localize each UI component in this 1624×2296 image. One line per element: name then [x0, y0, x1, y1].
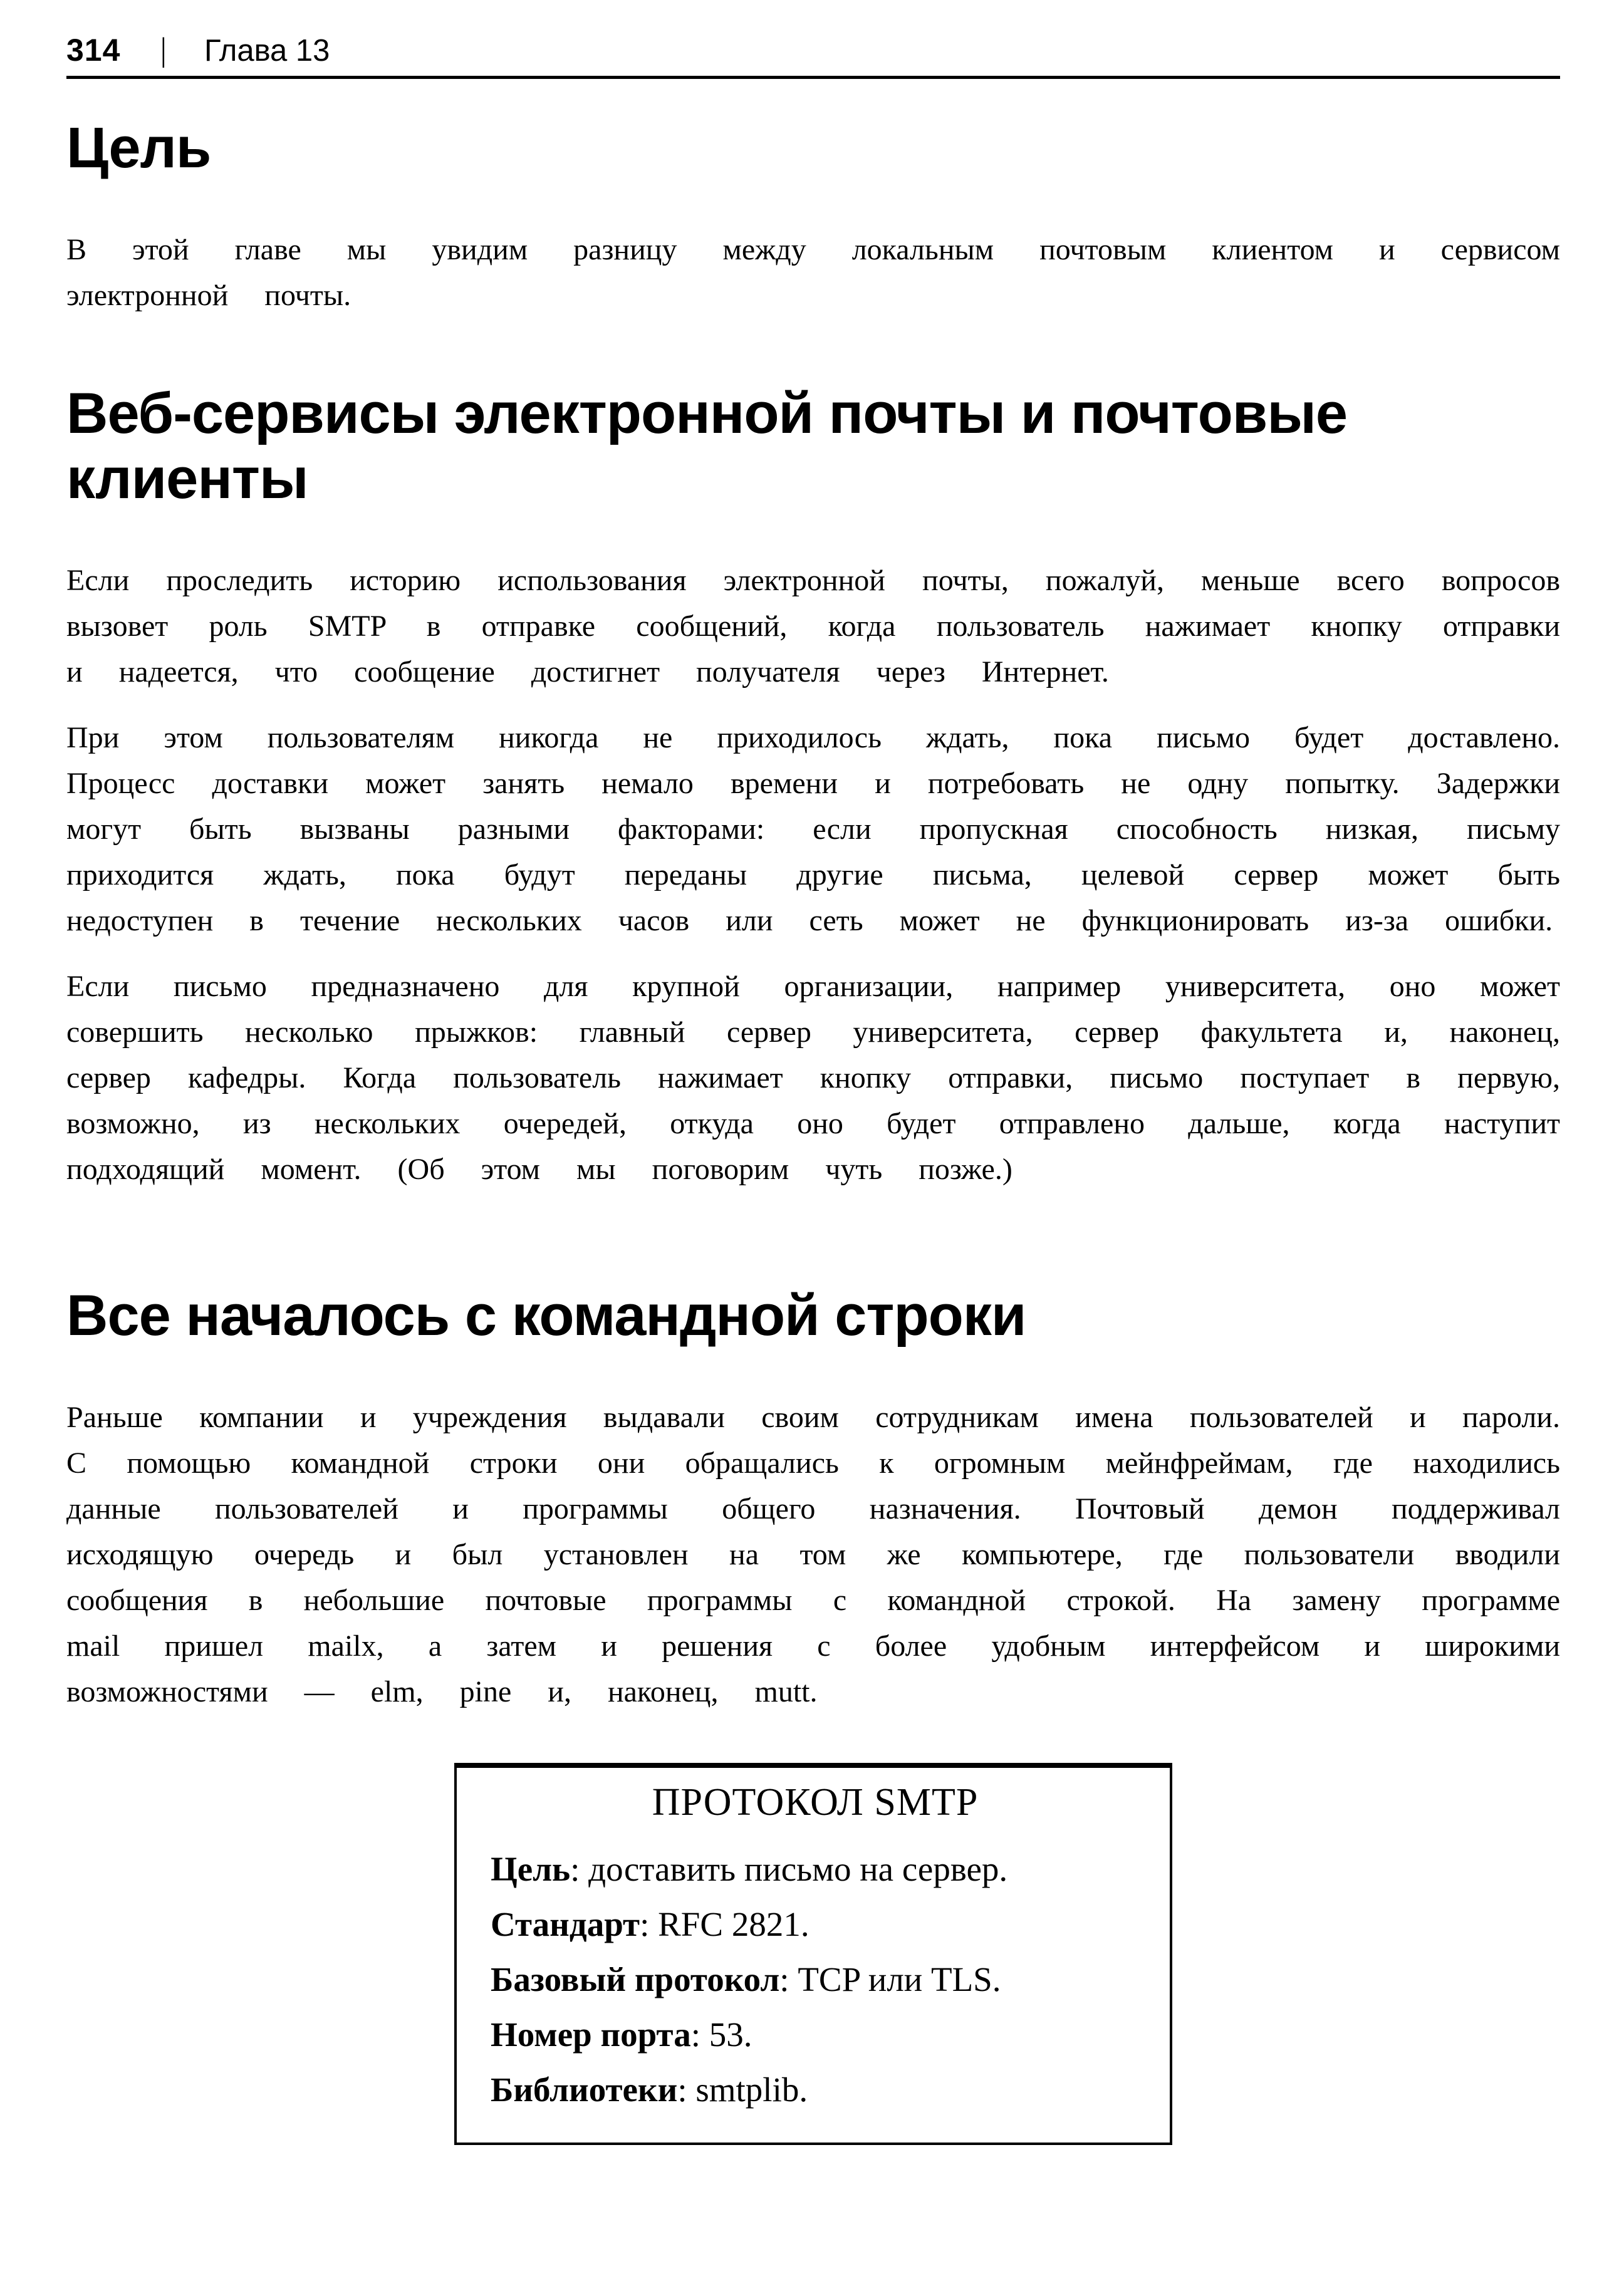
- protocol-box-item-base-protocol: [491, 1952, 1140, 2007]
- protocol-item-label: Цель: [491, 1850, 571, 1888]
- page-number: 314: [66, 33, 121, 68]
- paragraph-mainframes-history: Раньше компании и учреждения выдавали своим сотрудникам имена пользователей и пароли. С помощью командной строки они обращались к огромным мейнфреймам, где находились данные пользователей и программы общего назначения. Почтовый демон поддерживал исходящую очередь и был установлен на том же компьютере, где пользователи вводили сообщения в небольшие почтовые программы с командной строкой. На замену программе mail пришел mailx, а затем и решения с более удобным интерфейсом и широкими возможностями — elm, pine и, наконец, mutt.: [66, 1401, 1560, 1708]
- protocol-item-label: Библиотеки: [491, 2070, 678, 2109]
- protocol-item-label: Базовый протокол: [491, 1960, 780, 1998]
- protocol-item-value: 53.: [709, 2015, 752, 2054]
- protocol-item-label: Стандарт: [491, 1905, 640, 1943]
- paragraph-smtp-role: Если проследить историю использования электронной почты, пожалуй, меньше всего вопросов вызовет роль SMTP в отправке сообщений, когда пользователь нажимает кнопку отправки и надеется, что сообщение достигнет получателя через Интернет.: [66, 564, 1560, 688]
- heading-command-line: Все началось с командной строки: [66, 1284, 1026, 1348]
- protocol-box-item-port: [491, 2007, 1140, 2062]
- protocol-box-item-libraries: [491, 2062, 1140, 2117]
- protocol-item-value: доставить письмо на сервер.: [588, 1850, 1008, 1888]
- protocol-box-item-standard: [491, 1897, 1140, 1952]
- header-rule: [66, 76, 1560, 79]
- chapter-label: Глава 13: [204, 34, 330, 68]
- label-separator: :: [690, 2015, 700, 2054]
- protocol-item-value: RFC 2821.: [658, 1905, 809, 1943]
- label-separator: :: [779, 1960, 789, 1998]
- protocol-item-value: smtplib.: [695, 2070, 808, 2109]
- label-separator: :: [677, 2070, 687, 2109]
- protocol-smtp-box: [454, 1763, 1172, 2145]
- paragraph-organization-hops: Если письмо предназначено для крупной организации, например университета, оно может совершить несколько прыжков: главный сервер университета, сервер факультета и, наконец, сервер кафедры. Когда пользователь нажимает кнопку отправки, письмо поступает в первую, возможно, из нескольких очередей, откуда оно будет отправлено дальше, когда наступит подходящий момент. (Об этом мы поговорим чуть позже.): [66, 970, 1560, 1186]
- heading-goal: Цель: [66, 116, 211, 180]
- paragraph-delivery-delays: При этом пользователям никогда не приходилось ждать, пока письмо будет доставлено. Процесс доставки может занять немало времени и потребовать не одну попытку. Задержки могут быть вызваны разными факторами: если пропускная способность низкая, письму приходится ждать, пока будут переданы другие письма, целевой сервер может быть недоступен в течение нескольких часов или сеть может не функционировать из-за ошибки.: [66, 721, 1560, 937]
- header-separator: |: [161, 32, 167, 68]
- page-header: [66, 33, 1560, 68]
- label-separator: :: [640, 1905, 650, 1943]
- label-separator: :: [570, 1850, 580, 1888]
- protocol-box-title: ПРОТОКОЛ SMTP: [652, 1781, 979, 1824]
- protocol-item-value: TCP или TLS.: [798, 1960, 1001, 1998]
- protocol-box-item-goal: [491, 1842, 1140, 1897]
- heading-web-services: Веб-сервисы электронной почты и почтовые клиенты: [66, 382, 1348, 511]
- protocol-item-label: Номер порта: [491, 2015, 691, 2054]
- paragraph-goal-intro: В этой главе мы увидим разницу между локальным почтовым клиентом и сервисом электронной почты.: [66, 233, 1560, 312]
